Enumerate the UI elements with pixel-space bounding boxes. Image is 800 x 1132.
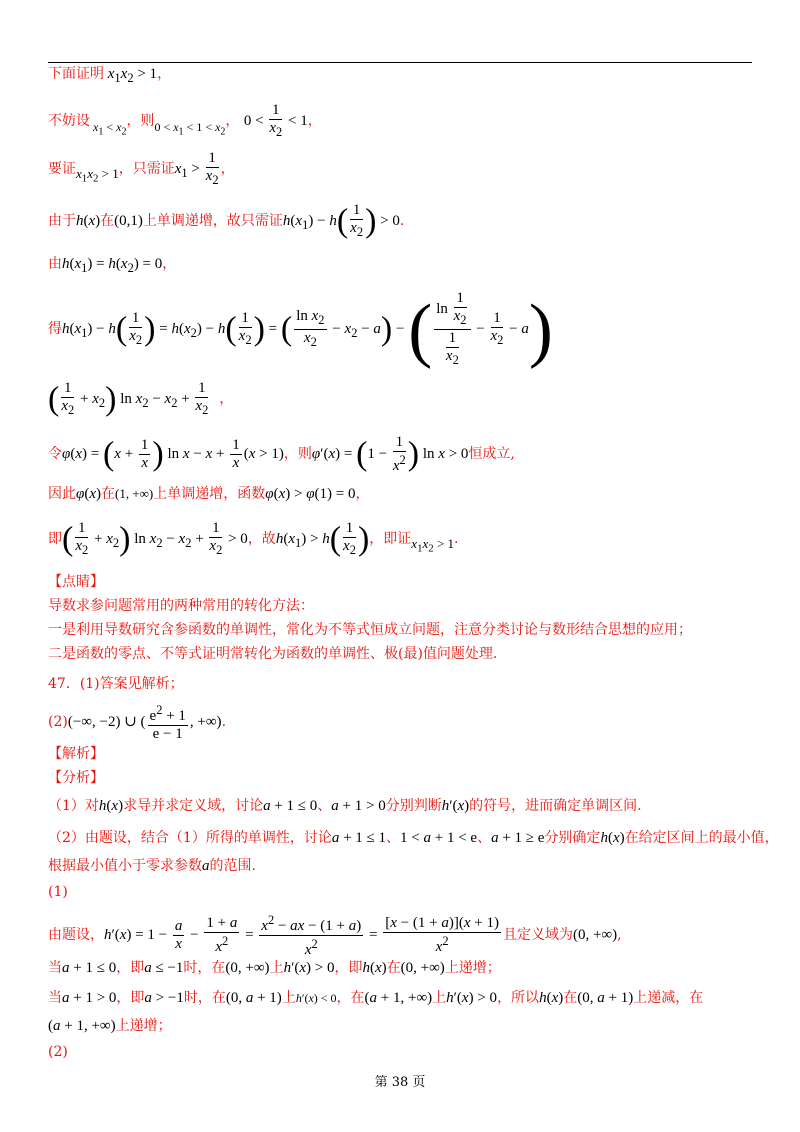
text: 根据最小值小于零求参数 [48, 858, 202, 874]
math: φ′(x) = (1 − $\frac{1}{x^2}$ ) ln x > 0 [311, 434, 469, 474]
math: φ(x) = (x + $\frac{1}{x}$ ) ln x − x + $\frac{1}{x}$ (x > 1) [62, 435, 284, 473]
page-footer: 第 38 页 [374, 1075, 426, 1090]
math: (0, +∞) [400, 960, 445, 976]
text: 在 [100, 212, 115, 229]
math: h(x) [362, 960, 387, 976]
analysis-line: （2）由题设，结合（1）所得的单调性，讨论a + 1 ≤ 1、1 < a + 1 < e、a + 1 ≥ e分别确定h(x)在给定区间上的最小值， [48, 830, 779, 846]
text: 因此 [48, 486, 76, 502]
text: （2）由题设，结合（1）所得的单调性，讨论 [48, 830, 332, 846]
math: (0, +∞) [572, 926, 618, 943]
math: (0, a + 1) [225, 990, 282, 1006]
text: ，所以 [497, 990, 540, 1006]
text: 要证 [48, 160, 76, 177]
text-line: 由于h(x)在(0,1)上单调递增，故只需证$h(x_1) - h$( $\frac{1}{x_2}$ ) > 0. [48, 202, 405, 240]
part-label: (2) [48, 1044, 68, 1060]
math: $h(x_1) - h$( $\frac{1}{x_2}$ ) > 0 [282, 202, 400, 240]
derivation-line: 由题设，h′(x) = 1 − $\frac{a}{x}$ − $\frac{1 + a}{x^2}$ = $\frac{x^2 - ax - (1 + a)}{x^2}$ = $\frac{[x - (1 + a)](x + 1)}{x^2}$ 且定义域为(0, +∞), [48, 913, 622, 958]
math: h′(x) > 0 [446, 990, 498, 1006]
text: ，则 [283, 445, 312, 462]
text: 分别确定 [544, 830, 601, 846]
case-line [48, 958, 501, 978]
math: ( $\frac{1}{x_2}$ + $x_2$) $\ln x_2 - x_2$ + $\frac{1}{x_2}$ > 0 [62, 520, 248, 558]
text: ，在 [336, 990, 365, 1006]
math: (0, a + 1) [577, 990, 634, 1006]
math: h(x) [600, 830, 625, 846]
text: 下面证明 [48, 66, 104, 82]
text: 求导并求定义域，讨论 [123, 798, 264, 814]
math: $h(x_1) = h(x_2) = 0$ [62, 256, 163, 275]
math: (−∞, −2) ∪ ( $\frac{e^2 + 1}{e - 1}$ , +∞) [67, 703, 222, 742]
math: a + 1 ≥ e [491, 830, 545, 846]
text: 由题设， [48, 926, 104, 943]
text: 在 [386, 960, 401, 976]
text: 的范围. [209, 858, 256, 874]
tip-header: 【点睛】 [48, 574, 104, 590]
text: 上递增； [115, 1018, 172, 1034]
math: φ(x) > φ(1) = 0 [265, 486, 356, 502]
text: 不妨设 [48, 112, 90, 129]
math: ( $\frac{1}{x_2}$ + $x_2$) $\ln x_2 - x_2$ + $\frac{1}{x_2}$ [48, 380, 209, 418]
math: (a + 1, +∞) [48, 1018, 116, 1034]
text: 当 [48, 990, 62, 1006]
math: φ(x) [76, 486, 101, 502]
math: $x_1$ > $\frac{1}{x_2}$ [174, 150, 219, 187]
text-line [48, 290, 553, 369]
text: 得 [48, 320, 62, 337]
tip-line: 导数求参问题常用的两种常用的转化方法： [48, 598, 314, 614]
math: a ≤ −1 [144, 960, 184, 976]
text-line: 要证$x_1x_2 > 1$，只需证$x_1$ > $\frac{1}{x_2}$ ， [48, 150, 235, 187]
text: 当 [48, 960, 62, 976]
math: (1, +∞) [114, 486, 154, 501]
math: h(x) [76, 212, 101, 229]
math: $x_1x_2 > 1$ [76, 165, 119, 185]
text: ，故 [247, 530, 276, 547]
text: 时，在 [183, 960, 226, 976]
text: ，则 [126, 112, 155, 129]
text: 在 [563, 990, 578, 1006]
math: a + 1 ≤ 0 [62, 960, 117, 976]
header-rule [48, 62, 752, 63]
math: (0,1) [114, 212, 143, 229]
fenxi-header: 【分析】 [48, 770, 104, 786]
math: h′(x) > 0 [283, 960, 335, 976]
math: $x_1 < x_2$ [93, 119, 127, 138]
part-label: (1) [48, 884, 68, 900]
text-line [48, 434, 515, 475]
text: 上 [432, 990, 447, 1006]
analysis-line: （1）对h(x)求导并求定义域，讨论a + 1 ≤ 0、a + 1 > 0分别判断h′(x)的符号，进而确定单调区间. [48, 798, 642, 814]
text: 即 [48, 530, 62, 547]
tip-line: 一是利用导数研究含参函数的单调性，常化为不等式恒成立问题，注意分类讨论与数形结合思想的应用； [48, 622, 692, 638]
math: h(x) [539, 990, 564, 1006]
text: （1）对 [48, 798, 99, 814]
case-line [48, 1016, 172, 1036]
tip-line: 二是函数的零点、不等式证明常转化为函数的单调性、极(最)值问题处理. [48, 646, 498, 662]
text: 在 [100, 486, 115, 502]
text: ，只需证 [118, 160, 175, 177]
text: ，即 [116, 990, 145, 1006]
text-line: 即( $\frac{1}{x_2}$ + $x_2$) $\ln x_2 - x_2$ + $\frac{1}{x_2}$ > 0，故$h(x_1) > h$( $\frac{1}{x_2}$ )，即证$x_1x_2 > 1$. [48, 520, 459, 558]
analysis-line [48, 856, 256, 876]
text: 上单调递增，函数 [153, 486, 266, 502]
text: 在给定区间上的最小值， [624, 830, 779, 846]
jiexi-header: 【解析】 [48, 746, 104, 762]
text: 上 [281, 990, 296, 1006]
math: a + 1 > 0 [331, 798, 386, 814]
text: 由于 [48, 212, 76, 229]
text-line: 因此φ(x)在(1, +∞)上单调递增，函数φ(x) > φ(1) = 0， [48, 486, 370, 502]
text: 分别判断 [385, 798, 442, 814]
text-line: 不妨设 $x_1 < x_2$，则$0 < x_1 < 1 < x_2$， 0 < $\frac{1}{x_2}$ < 1， [48, 102, 322, 139]
math: $h(x_1) - h$( $\frac{1}{x_2}$ ) = $h(x_2) - h$( $\frac{1}{x_2}$ ) = ( $\frac{\ln x_2}{x_2}$ − $x_2 - a$) − ( ln $\frac{1}{x_2}$ $\frac{1}{x_2}$ − $\frac{1}{x_2}$ − a) [62, 289, 553, 370]
math: $h(x_1) > h$( $\frac{1}{x_2}$ ) [275, 520, 370, 558]
case-line [48, 988, 703, 1008]
math: h′(x) = 1 − $\frac{a}{x}$ − $\frac{1 + a}{x^2}$ = $\frac{x^2 - ax - (1 + a)}{x^2}$ = $\frac{[x - (1 + a)](x + 1)}{x^2}$ [104, 913, 499, 958]
q47-part2: (2)(−∞, −2) ∪ ( $\frac{e^2 + 1}{e - 1}$ , +∞). [48, 703, 227, 742]
math: a + 1 ≤ 0 [263, 798, 318, 814]
math: $0 < x_1 < 1 < x_2$ [154, 119, 226, 138]
text: 上递增； [444, 960, 501, 976]
math: a > −1 [144, 990, 184, 1006]
text-line: 下面证明 $x_1x_2 > 1$， [48, 66, 172, 85]
math: h(x) [98, 798, 124, 814]
text: 上递减，在 [633, 990, 704, 1006]
text: 令 [48, 445, 62, 462]
text-line: ( $\frac{1}{x_2}$ + $x_2$) $\ln x_2 - x_2$ + $\frac{1}{x_2}$ ， [48, 380, 234, 418]
q47-label: 47．(1)答案见解析； [48, 676, 184, 692]
text: 恒成立, [468, 445, 515, 462]
text: ，即证 [369, 530, 412, 547]
math: a + 1 > 0 [62, 990, 117, 1006]
text: 且定义域为 [502, 926, 573, 943]
math: a + 1 ≤ 1 [331, 830, 387, 846]
text: 上单调递增，故只需证 [142, 212, 283, 229]
text-line: 由$h(x_1) = h(x_2) = 0$， [48, 256, 177, 275]
math: a [202, 858, 210, 874]
math: h′(x) < 0 [295, 991, 337, 1005]
text: 时，在 [183, 990, 226, 1006]
text: 由 [48, 256, 62, 272]
math: (a + 1, +∞) [364, 990, 433, 1006]
text: ，即 [334, 960, 363, 976]
math: h′(x) [441, 798, 470, 814]
math: 0 < $\frac{1}{x_2}$ < 1 [243, 102, 308, 139]
math: (0, +∞) [225, 960, 270, 976]
math: $x_1x_2 > 1$ [107, 66, 158, 85]
text: 的符号，进而确定单调区间. [469, 798, 642, 814]
text: 上 [269, 960, 284, 976]
math: 1 < a + 1 < e [400, 830, 478, 846]
math: $x_1x_2 > 1$ [411, 535, 455, 555]
text: ，即 [116, 960, 145, 976]
text: (2) [48, 713, 68, 730]
